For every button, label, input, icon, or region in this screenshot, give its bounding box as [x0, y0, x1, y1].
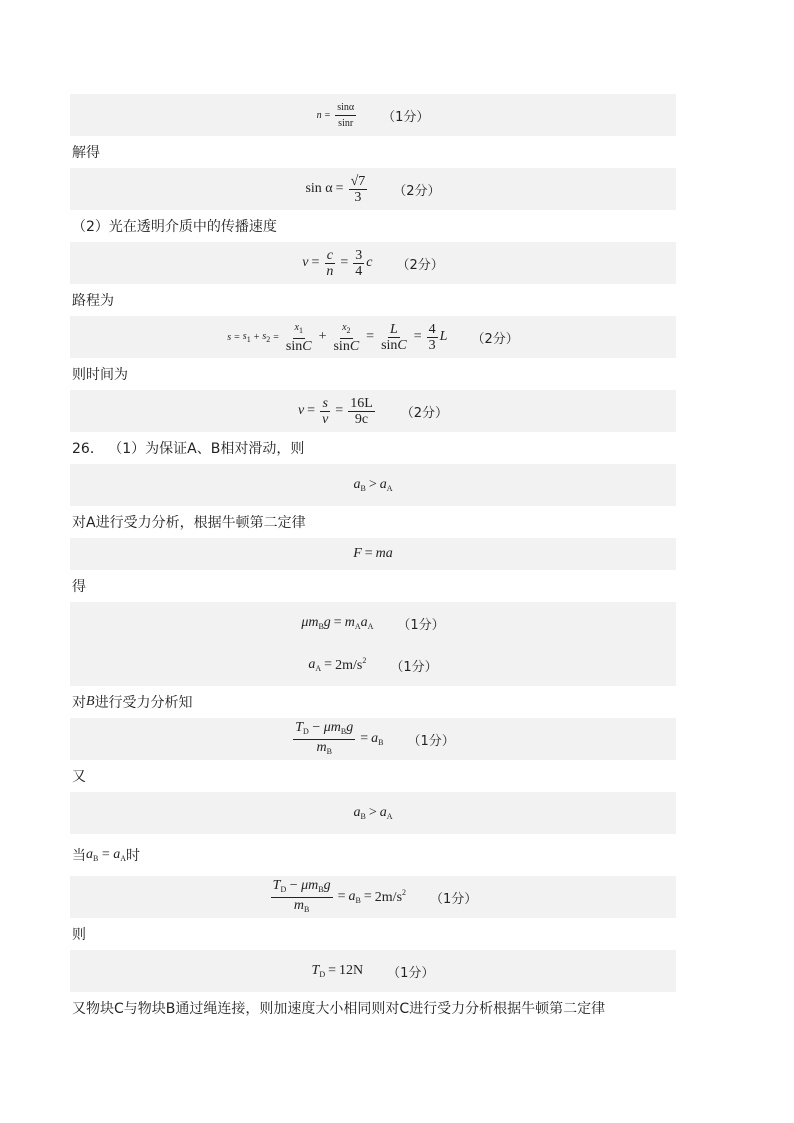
text-line: （2）光在透明介质中的传播速度 [72, 219, 277, 235]
fraction-denominator: $m_B$ [316, 739, 332, 756]
fraction-numerator: s [322, 395, 328, 411]
eq-term: $a_B$ [371, 731, 384, 747]
fraction [353, 248, 364, 279]
fraction [349, 174, 368, 205]
answer-page [70, 94, 676, 1024]
equation-friction [70, 602, 676, 644]
text-line: 又物块C与物块B通过绳连接，则加速度大小相同则对C进行受力分析根据牛顿第二定律 [72, 1001, 606, 1017]
fraction [427, 322, 438, 353]
eq-lhs: n [316, 109, 322, 121]
equation-critical [70, 876, 676, 918]
score-label: （1分） [407, 733, 455, 749]
eq-term: $T_D$ [311, 963, 326, 979]
score-label: （1分） [387, 965, 435, 981]
fraction [335, 100, 356, 131]
equation-path-length [70, 316, 676, 358]
fraction-denominator: 4 [355, 263, 363, 279]
plus-sign: + [318, 329, 327, 344]
fraction-numerator: 4 [428, 321, 436, 337]
plus-sign: + [253, 331, 260, 343]
fraction-numerator: $x_1$ [293, 320, 305, 339]
fraction-denominator: 3 [428, 337, 436, 353]
text-line: 对A进行受力分析，根据牛顿第二定律 [72, 515, 306, 531]
score-label: （2分） [400, 405, 449, 421]
equals-sign: = [363, 889, 372, 904]
equals-sign: = [335, 403, 344, 418]
eq-term: $2m/s^2$ [374, 888, 407, 905]
equation-refraction-index [70, 94, 676, 136]
equals-sign: = [364, 546, 373, 561]
equals-sign: = [335, 181, 344, 196]
equals-sign: = [324, 657, 333, 672]
fraction-numerator: $T_D - \mu m_Bg$ [271, 878, 333, 898]
equals-sign: = [337, 889, 346, 904]
eq-term: $\mu m_Bg$ [301, 615, 331, 631]
eq-term: L [439, 329, 448, 344]
equals-sign: = [360, 731, 369, 746]
score-label: （2分） [396, 257, 444, 273]
eq-lhs: sin α [305, 181, 333, 196]
eq-term: $a_B$ [348, 889, 361, 905]
eq-term: $m_Aa_A$ [344, 615, 374, 631]
equals-sign: = [333, 615, 342, 630]
equals-sign: = [307, 403, 316, 418]
eq-term: $a_B$ [353, 805, 366, 821]
eq-term: 12N [339, 963, 364, 978]
text-line: 当 $a_B = a_A$ 时 [72, 847, 141, 864]
equation-time [70, 390, 676, 432]
fraction [293, 720, 355, 759]
equation-sin-alpha [70, 168, 676, 210]
fraction-denominator: 3 [354, 189, 362, 205]
text-line: 对 B 进行受力分析知 [72, 694, 193, 711]
equation-b-analysis [70, 718, 676, 760]
fraction-denominator: sinr [338, 117, 354, 129]
eq-term: s [227, 331, 232, 343]
fraction [324, 248, 335, 279]
equation-newton-second [70, 538, 676, 570]
fraction-denominator: n [326, 263, 334, 279]
equation-acc-compare-2 [70, 792, 676, 834]
fraction [379, 322, 409, 353]
fraction-numerator: sinα [335, 100, 356, 116]
text-line: 则时间为 [72, 367, 128, 383]
fraction-denominator: 9c [354, 411, 369, 427]
equals-sign: = [324, 109, 331, 121]
equation-tension [70, 950, 676, 992]
equals-sign: = [273, 331, 279, 343]
fraction-denominator: $m_B$ [293, 897, 310, 914]
eq-term: $a_A$ [379, 477, 393, 493]
fraction-numerator: √7 [350, 173, 366, 189]
eq-term: $a_B$ [353, 477, 366, 493]
fraction-denominator: sinC [285, 339, 312, 354]
fraction [284, 320, 314, 354]
fraction [348, 396, 375, 427]
fraction-numerator: $T_D - \mu m_Bg$ [293, 720, 355, 740]
eq-term: $a_A$ [379, 805, 393, 821]
fraction [331, 320, 361, 354]
eq-term: $a_A$ [308, 657, 322, 673]
eq-term: $s_1$ [242, 330, 251, 344]
text-line: 解得 [72, 145, 100, 161]
eq-term: F [353, 546, 362, 561]
equation-speed [70, 242, 676, 284]
eq-lhs: v [297, 403, 305, 418]
equals-sign: = [311, 255, 320, 270]
greater-sign: > [368, 805, 377, 820]
fraction-denominator: sinC [333, 339, 360, 354]
fraction [271, 878, 333, 917]
fraction-denominator: sinC [381, 337, 407, 353]
text-line: 则 [72, 927, 86, 943]
eq-lhs: v [302, 255, 309, 270]
eq-term: c [366, 255, 373, 270]
equals-sign: = [328, 963, 337, 978]
text-line: 又 [72, 769, 86, 785]
equation-acc-compare [70, 464, 676, 506]
fraction-numerator: $x_2$ [340, 320, 352, 339]
question-heading: 26． （1）为保证A、B相对滑动，则 [72, 441, 305, 457]
score-label: （1分） [397, 617, 445, 633]
score-label: （1分） [382, 109, 430, 125]
equals-sign: = [340, 255, 349, 270]
equals-sign: = [234, 331, 240, 343]
text-line: 得 [72, 579, 86, 595]
score-label: （2分） [393, 183, 441, 199]
fraction-denominator: v [322, 411, 329, 427]
text-line: 路程为 [72, 293, 114, 309]
equals-sign: = [413, 329, 422, 344]
score-label: （1分） [430, 891, 478, 907]
fraction-numerator: L [390, 321, 398, 337]
fraction [320, 396, 330, 427]
fraction-numerator: 3 [355, 247, 363, 263]
score-label: （1分） [390, 659, 438, 675]
eq-term: $s_2$ [262, 330, 271, 344]
fraction-numerator: c [326, 247, 333, 263]
score-label: （2分） [471, 331, 519, 347]
eq-term: $2m/s^2$ [335, 656, 367, 673]
equals-sign: = [366, 329, 375, 344]
equation-acc-a [70, 644, 676, 686]
eq-term: ma [375, 546, 393, 561]
greater-sign: > [368, 477, 377, 492]
fraction-numerator: 16L [350, 395, 373, 411]
